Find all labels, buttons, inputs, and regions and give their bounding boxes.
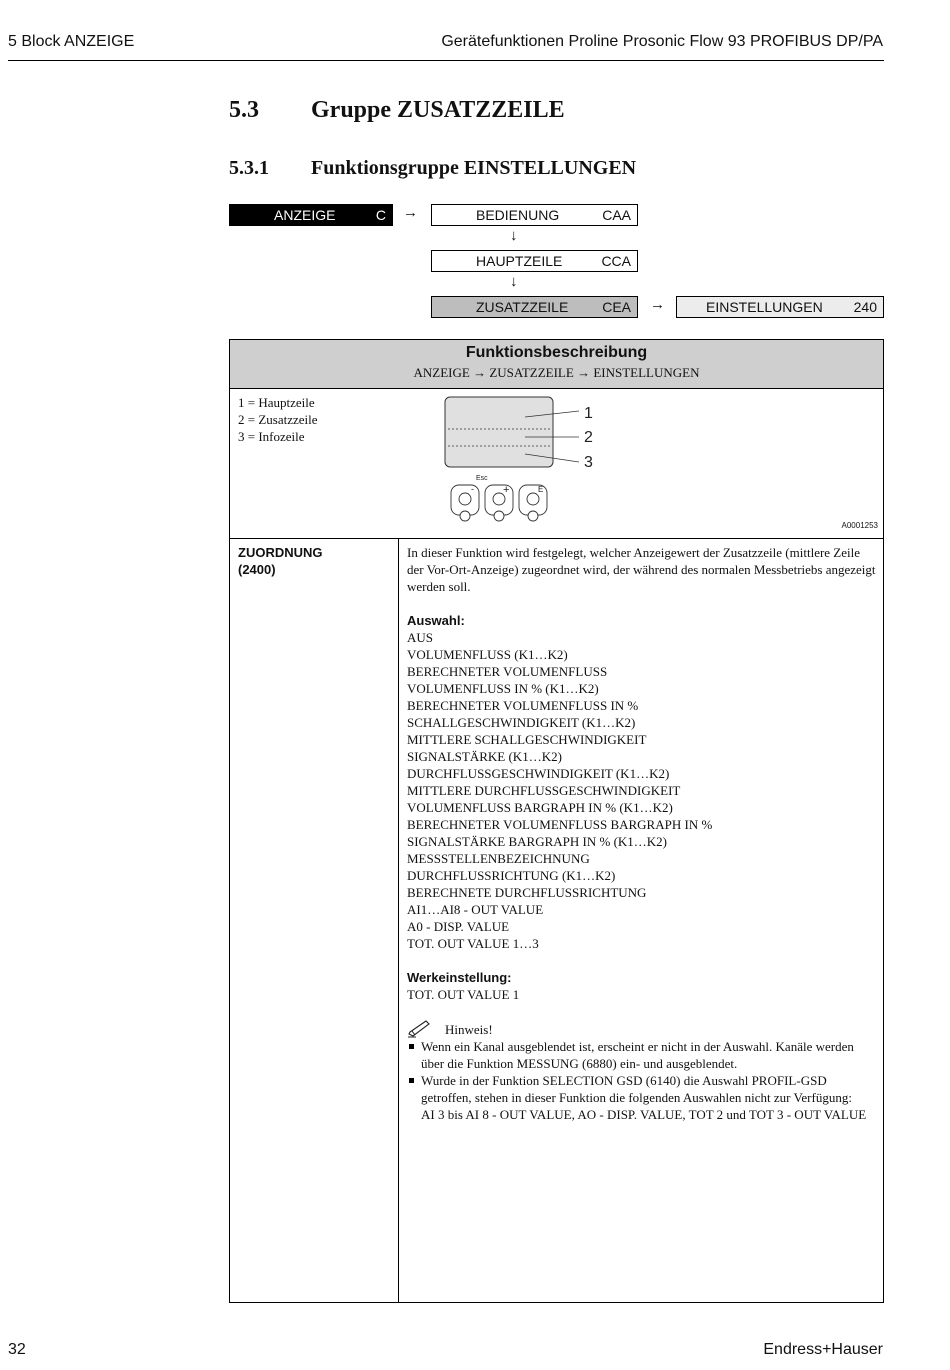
legend-item: 3 = Infozeile — [238, 429, 305, 444]
table-header — [230, 340, 883, 389]
function-code: (2400) — [238, 562, 276, 577]
option-item: A0 - DISP. VALUE — [407, 919, 510, 934]
note-label: Hinweis! — [445, 1021, 493, 1037]
options-list — [407, 629, 877, 952]
selection-label: Auswahl: — [407, 613, 465, 628]
option-item: VOLUMENFLUSS BARGRAPH IN % (K1…K2) — [407, 800, 673, 815]
nav-label: BEDIENUNG — [476, 207, 560, 223]
arrow-right-icon: → — [403, 205, 418, 221]
note-block — [407, 1020, 877, 1123]
callout-number: 3 — [584, 454, 593, 471]
table-path: ANZEIGE → ZUSATZZEILE → EINSTELLUNGEN — [413, 365, 700, 380]
nav-code: 240 — [853, 299, 877, 315]
figure-code: A0001253 — [841, 521, 878, 530]
running-header-section: 5 Block ANZEIGE — [8, 33, 135, 50]
legend-item: 1 = Hauptzeile — [238, 395, 315, 410]
function-name — [238, 544, 323, 578]
option-item: BERECHNETER VOLUMENFLUSS IN % — [407, 698, 639, 713]
option-item: SIGNALSTÄRKE BARGRAPH IN % (K1…K2) — [407, 834, 667, 849]
display-screen — [445, 397, 553, 467]
pencil-icon — [407, 1020, 433, 1038]
note-header — [407, 1020, 877, 1038]
nav-code: CCA — [601, 253, 631, 269]
option-item: DURCHFLUSSGESCHWINDIGKEIT (K1…K2) — [407, 766, 670, 781]
option-item: BERECHNETER VOLUMENFLUSS — [407, 664, 608, 679]
nav-label: HAUPTZEILE — [476, 253, 563, 269]
factory-setting-label: Werkeinstellung: — [407, 970, 512, 985]
nav-box-hauptzeile — [431, 250, 638, 272]
arrow-right-icon: → — [650, 297, 665, 313]
nav-box-einstellungen — [676, 296, 884, 318]
option-item: TOT. OUT VALUE 1…3 — [407, 936, 539, 951]
header-rule — [8, 60, 884, 61]
nav-label: ZUSATZZEILE — [476, 299, 569, 315]
option-item: BERECHNETER VOLUMENFLUSS BARGRAPH IN % — [407, 817, 713, 832]
brand-name: Endress+Hauser — [763, 1341, 883, 1358]
table-title: Funktionsbeschreibung — [465, 344, 648, 361]
option-item: MESSSTELLENBEZEICHNUNG — [407, 851, 590, 866]
option-item: SCHALLGESCHWINDIGKEIT (K1…K2) — [407, 715, 636, 730]
nav-code: CAA — [602, 207, 631, 223]
nav-label: ANZEIGE — [274, 207, 336, 223]
option-item: MITTLERE SCHALLGESCHWINDIGKEIT — [407, 732, 647, 747]
key-minus-icon — [451, 485, 479, 521]
display-figure — [430, 392, 630, 522]
nav-label: EINSTELLUNGEN — [706, 299, 823, 315]
option-item: MITTLERE DURCHFLUSSGESCHWINDIGKEIT — [407, 783, 681, 798]
nav-box-bedienung — [431, 204, 638, 226]
note-bullet-continuation: AI 3 bis AI 8 - OUT VALUE, AO - DISP. VALUE, TOT 2 und TOT 3 - OUT VALUE — [421, 1107, 867, 1122]
row-divider — [230, 538, 883, 539]
subsection-number: 5.3.1 — [229, 157, 269, 179]
page-number: 32 — [8, 1341, 26, 1358]
key-minus-label: - — [471, 484, 474, 494]
subsection-title: Funktionsgruppe EINSTELLUNGEN — [311, 157, 637, 179]
function-name-label: ZUORDNUNG — [238, 545, 323, 560]
nav-code: CEA — [602, 299, 631, 315]
callout-number: 2 — [584, 429, 593, 446]
nav-box-anzeige — [229, 204, 393, 226]
section-number: 5.3 — [229, 97, 259, 123]
function-description — [407, 544, 877, 1123]
option-item: DURCHFLUSSRICHTUNG (K1…K2) — [407, 868, 616, 883]
option-item: VOLUMENFLUSS (K1…K2) — [407, 647, 568, 662]
section-title: Gruppe ZUSATZZEILE — [311, 97, 565, 123]
option-item: AUS — [407, 630, 434, 645]
key-enter-label: E — [538, 485, 544, 494]
callout-number: 1 — [584, 405, 593, 422]
running-header-title: Gerätefunktionen Proline Prosonic Flow 93 PROFIBUS DP/PA — [441, 33, 883, 50]
factory-setting-value: TOT. OUT VALUE 1 — [407, 987, 520, 1002]
function-table — [229, 339, 884, 1303]
legend-item: 2 = Zusatzzeile — [238, 412, 318, 427]
intro-text: In dieser Funktion wird festgelegt, welcher Anzeigewert der Zusatzzeile (mittlere Zeile der Vor-Ort-Anzeige) zugeordnet wird, der während des normalen Messbetriebs angezeigt werden soll. — [407, 545, 876, 594]
arrow-down-icon: ↓ — [510, 274, 518, 290]
option-item: BERECHNETE DURCHFLUSSRICHTUNG — [407, 885, 647, 900]
option-item: VOLUMENFLUSS IN % (K1…K2) — [407, 681, 599, 696]
nav-code: C — [375, 207, 386, 223]
esc-label: Esc — [476, 475, 488, 482]
figure-legend — [238, 394, 318, 445]
option-item: AI1…AI8 - OUT VALUE — [407, 902, 544, 917]
note-bullet: Wenn ein Kanal ausgeblendet ist, erscheint er nicht in der Auswahl. Kanäle werden über die Funktion MESSUNG (6880) ein- und ausgeblendet. — [407, 1038, 877, 1072]
key-plus-label: + — [503, 484, 510, 496]
option-item: SIGNALSTÄRKE (K1…K2) — [407, 749, 562, 764]
column-divider — [398, 538, 399, 1302]
arrow-down-icon: ↓ — [510, 228, 518, 244]
nav-box-zusatzzeile — [431, 296, 638, 318]
note-bullet: Wurde in der Funktion SELECTION GSD (6140) die Auswahl PROFIL-GSD getroffen, stehen in dieser Funktion die folgenden Auswahlen nicht zur Verfügung: — [407, 1072, 877, 1106]
